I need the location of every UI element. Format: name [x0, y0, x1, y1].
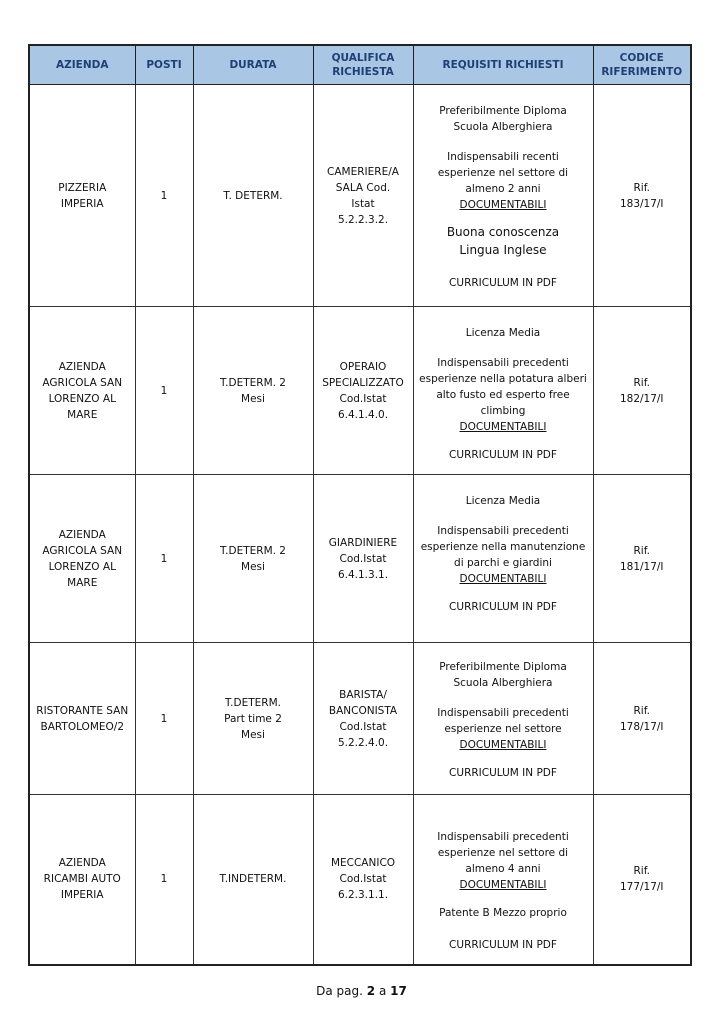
requisito-documentabili: DOCUMENTABILI: [459, 573, 547, 585]
requisito-curriculum: CURRICULUM IN PDF: [449, 277, 557, 289]
azienda-cell: PIZZERIA IMPERIA: [29, 85, 135, 307]
riferimento-cell: Rif. 181/17/I: [593, 475, 691, 643]
requisito-titolo: Preferibilmente Diploma Scuola Alberghiera: [439, 661, 567, 689]
header-azienda: AZIENDA: [29, 45, 135, 85]
requisito-documentabili: DOCUMENTABILI: [459, 421, 547, 433]
requisito-documentabili: DOCUMENTABILI: [459, 739, 547, 751]
durata-cell: T. DETERM.: [193, 85, 313, 307]
riferimento-cell: Rif. 177/17/I: [593, 795, 691, 965]
requisito-documentabili: DOCUMENTABILI: [459, 199, 547, 211]
footer-total-pages: 17: [390, 984, 407, 998]
page-footer: [0, 984, 723, 998]
requisito-esperienze: Indispensabili precedenti esperienze nel settore: [437, 707, 569, 735]
qualifica-cell: BARISTA/ BANCONISTA Cod.Istat 5.2.2.4.0.: [313, 643, 413, 795]
requisito-esperienze: Indispensabili precedenti esperienze nel settore di almeno 4 anni: [437, 831, 569, 875]
footer-page-number: 2: [366, 984, 376, 998]
header-requisiti: REQUISITI RICHIESTI: [413, 45, 593, 85]
requisito-curriculum: CURRICULUM IN PDF: [449, 939, 557, 951]
requisiti-cell: [413, 643, 593, 795]
requisiti-cell: [413, 475, 593, 643]
requisito-curriculum: CURRICULUM IN PDF: [449, 767, 557, 779]
requisiti-cell: [413, 307, 593, 475]
header-durata: DURATA: [193, 45, 313, 85]
job-offers-table: [28, 44, 692, 966]
table-row: [29, 795, 691, 965]
riferimento-cell: Rif. 182/17/I: [593, 307, 691, 475]
requisito-titolo: Preferibilmente Diploma Scuola Alberghiera: [439, 105, 567, 133]
requisito-titolo: Licenza Media: [465, 495, 541, 507]
requisito-curriculum: CURRICULUM IN PDF: [449, 601, 557, 613]
requisito-esperienze: Indispensabili recenti esperienze nel settore di almeno 2 anni: [437, 151, 569, 195]
requisito-titolo: Licenza Media: [465, 327, 541, 339]
azienda-cell: AZIENDA RICAMBI AUTO IMPERIA: [29, 795, 135, 965]
posti-cell: 1: [135, 643, 193, 795]
header-codice: CODICE RIFERIMENTO: [593, 45, 691, 85]
header-row: [29, 45, 691, 85]
requisito-documentabili: DOCUMENTABILI: [459, 879, 547, 891]
requisito-extra: Buona conoscenza Lingua Inglese: [446, 225, 560, 257]
table-row: [29, 475, 691, 643]
riferimento-cell: Rif. 178/17/I: [593, 643, 691, 795]
posti-cell: 1: [135, 307, 193, 475]
qualifica-cell: MECCANICO Cod.Istat 6.2.3.1.1.: [313, 795, 413, 965]
requisito-esperienze: Indispensabili precedenti esperienze nella potatura alberi alto fusto ed esperto free climbing: [419, 357, 587, 417]
durata-cell: T.DETERM. 2 Mesi: [193, 475, 313, 643]
qualifica-cell: GIARDINIERE Cod.Istat 6.4.1.3.1.: [313, 475, 413, 643]
requisiti-cell: [413, 795, 593, 965]
azienda-cell: AZIENDA AGRICOLA SAN LORENZO AL MARE: [29, 475, 135, 643]
footer-separator: a: [378, 984, 387, 998]
posti-cell: 1: [135, 85, 193, 307]
posti-cell: 1: [135, 475, 193, 643]
qualifica-cell: CAMERIERE/A SALA Cod. Istat 5.2.2.3.2.: [313, 85, 413, 307]
posti-cell: 1: [135, 795, 193, 965]
table-row: [29, 307, 691, 475]
header-posti: POSTI: [135, 45, 193, 85]
requisito-esperienze: Indispensabili precedenti esperienze nella manutenzione di parchi e giardini: [420, 525, 586, 569]
durata-cell: T.DETERM. 2 Mesi: [193, 307, 313, 475]
requisito-curriculum: CURRICULUM IN PDF: [449, 449, 557, 461]
azienda-cell: RISTORANTE SAN BARTOLOMEO/2: [29, 643, 135, 795]
durata-cell: T.INDETERM.: [193, 795, 313, 965]
qualifica-cell: OPERAIO SPECIALIZZATO Cod.Istat 6.4.1.4.0.: [313, 307, 413, 475]
table-row: [29, 643, 691, 795]
header-qualifica: QUALIFICA RICHIESTA: [313, 45, 413, 85]
durata-cell: T.DETERM. Part time 2 Mesi: [193, 643, 313, 795]
riferimento-cell: Rif. 183/17/I: [593, 85, 691, 307]
footer-prefix: Da pag.: [316, 984, 363, 998]
requisito-extra: Patente B Mezzo proprio: [439, 907, 567, 919]
requisiti-cell: [413, 85, 593, 307]
table-row: [29, 85, 691, 307]
azienda-cell: AZIENDA AGRICOLA SAN LORENZO AL MARE: [29, 307, 135, 475]
